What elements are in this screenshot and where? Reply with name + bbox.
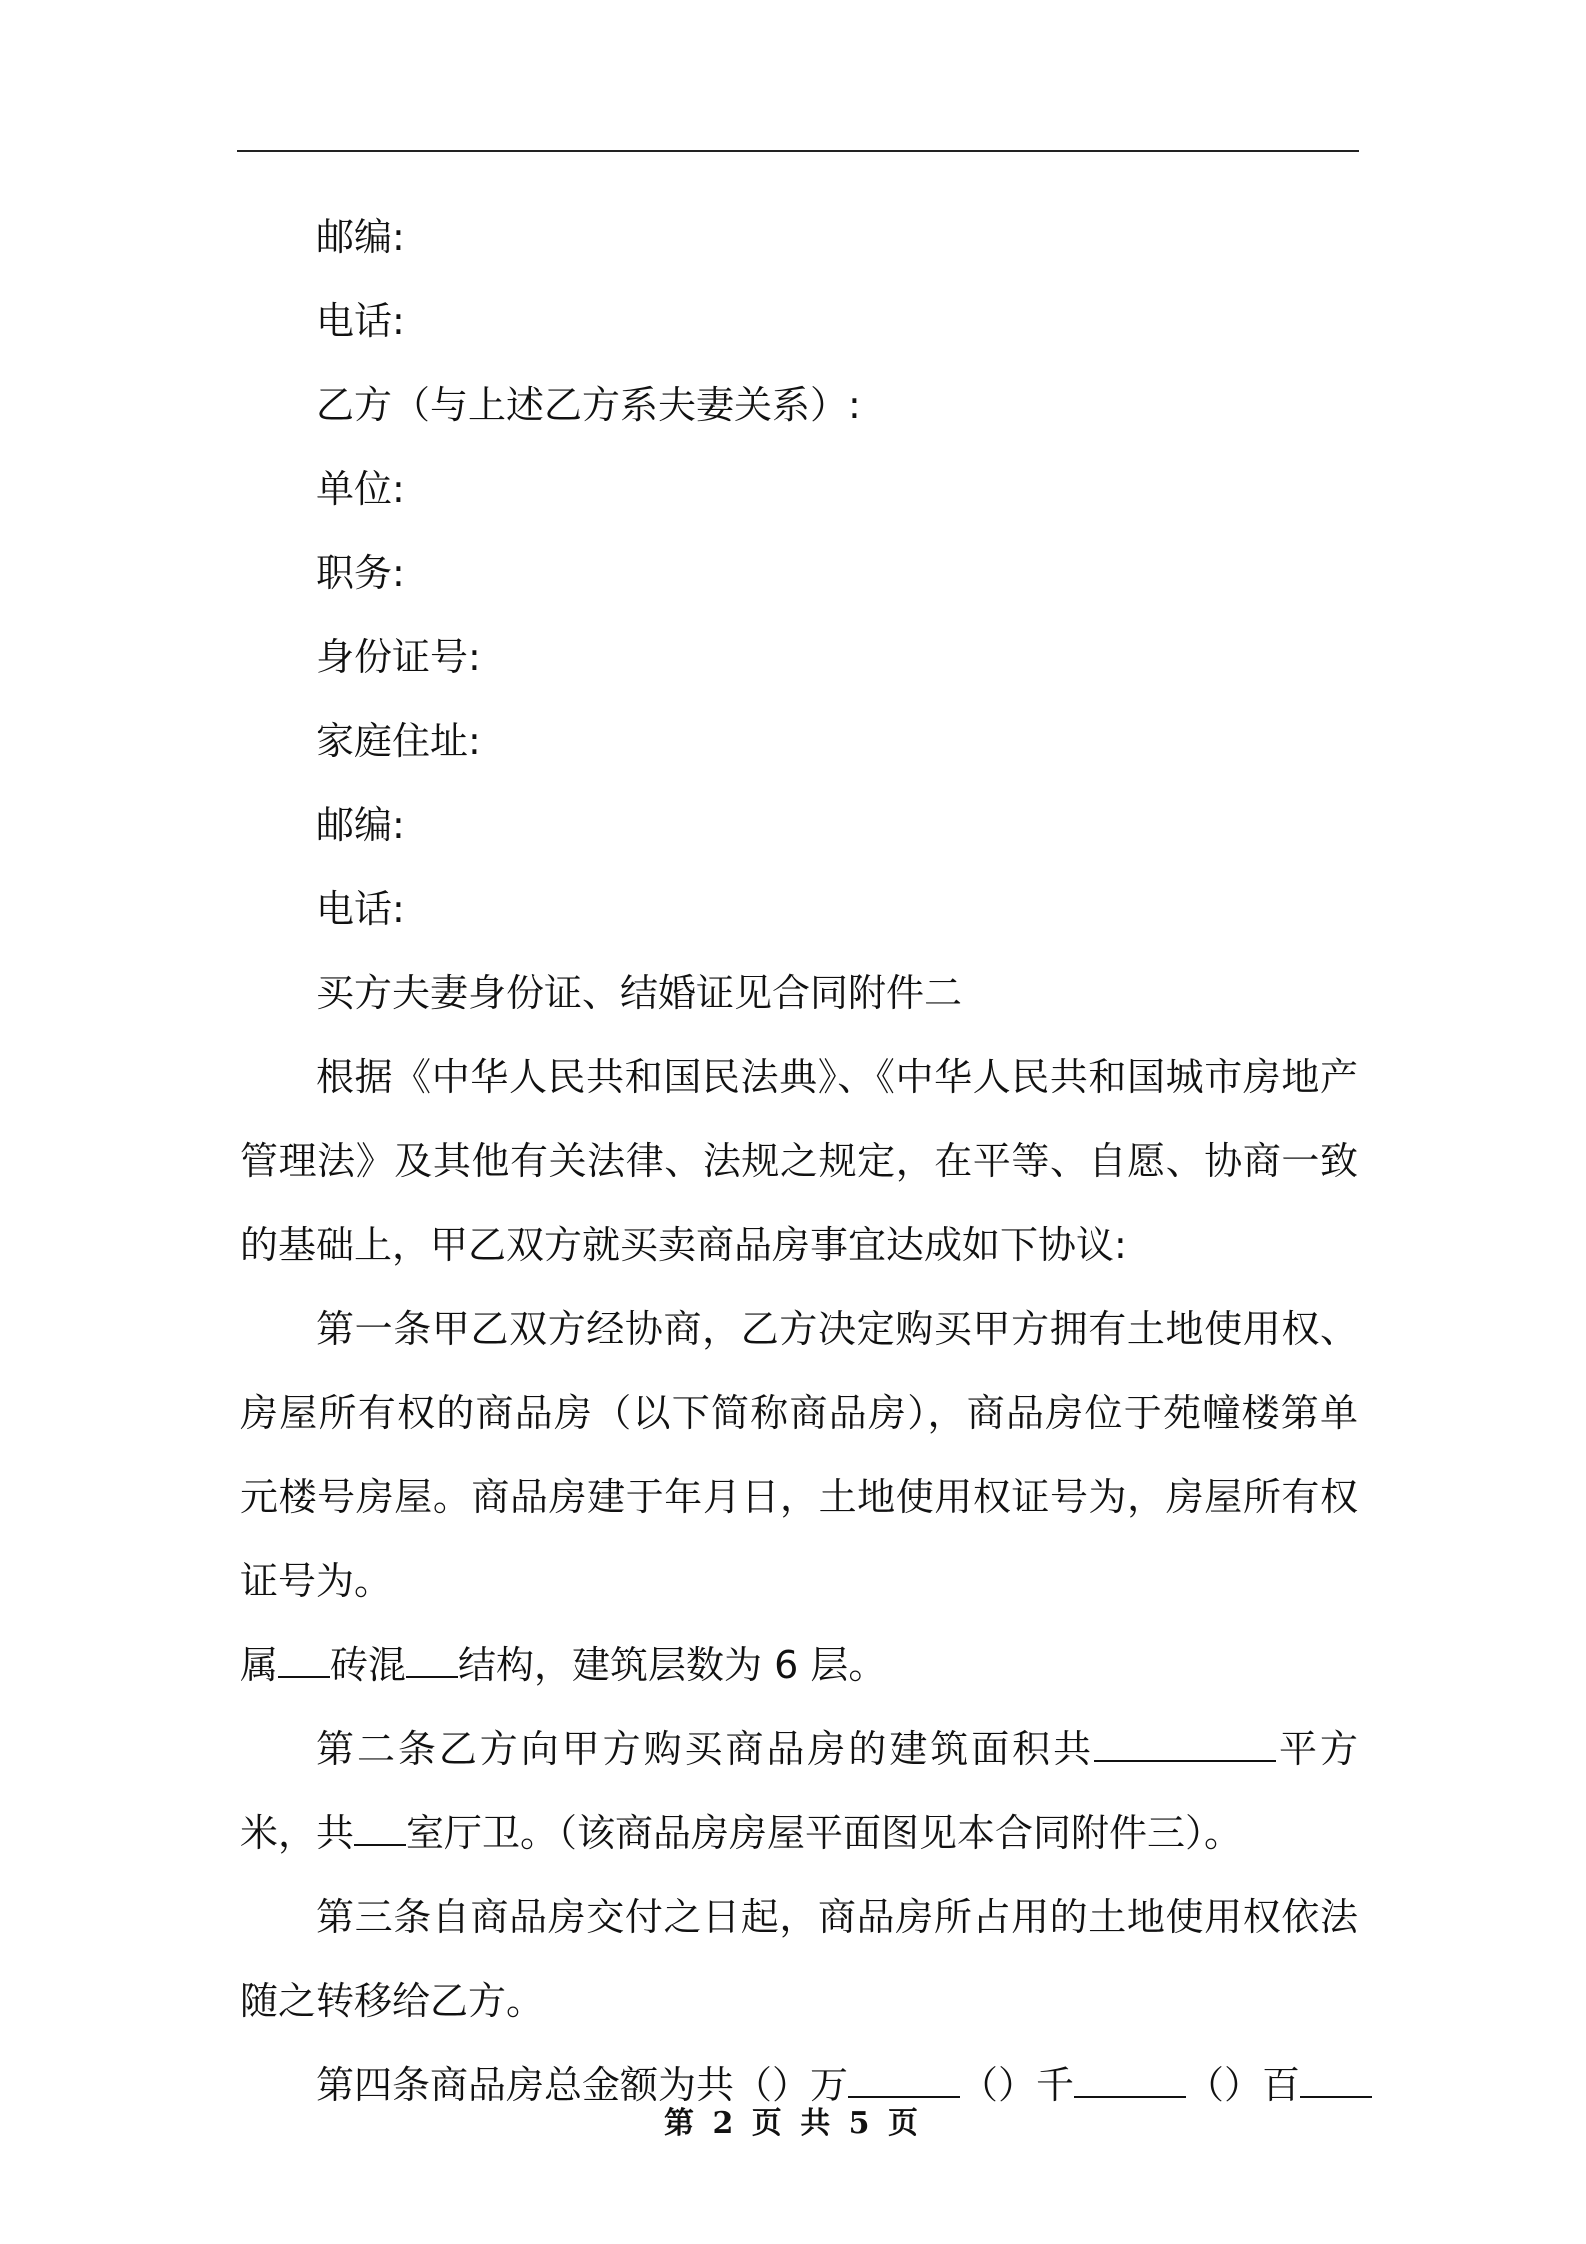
article-4-part-2: （）千 xyxy=(960,2063,1075,2107)
structure-line xyxy=(240,1623,1358,1707)
article-3-paragraph: 第三条自商品房交付之日起，商品房所占用的土地使用权依法随之转移给乙方。 xyxy=(240,1895,1358,2023)
position-field: 职务: xyxy=(316,551,405,595)
hundreds-blank xyxy=(1300,2062,1372,2098)
employer-field: 单位: xyxy=(316,467,405,511)
id-number-field: 身份证号: xyxy=(316,635,481,679)
article-4-part-3: （）百 xyxy=(1186,2063,1301,2107)
article-2-paragraph xyxy=(240,1707,1358,1875)
phone-field-1: 电话: xyxy=(316,299,405,343)
article-2-part-1: 第二条乙方向甲方购买商品房的建筑面积共 xyxy=(316,1727,1095,1771)
party-b-spouse-heading: 乙方（与上述乙方系夫妻关系）: xyxy=(316,383,861,427)
postcode-field-1: 邮编: xyxy=(316,215,405,259)
thousands-blank xyxy=(1074,2062,1186,2098)
postcode-field-2: 邮编: xyxy=(316,803,405,847)
area-blank xyxy=(1094,1726,1276,1762)
article-2-part-2: 平方米，共 xyxy=(240,1727,1358,1855)
document-body xyxy=(240,195,1358,2127)
attachment-note: 买方夫妻身份证、结婚证见合同附件二 xyxy=(316,971,963,1015)
blank-underline xyxy=(406,1642,458,1678)
article-1-paragraph: 第一条甲乙双方经协商，乙方决定购买甲方拥有土地使用权、房屋所有权的商品房（以下简称商品房），商品房位于苑幢楼第单元楼号房屋。商品房建于年月日，土地使用权证号为，房屋所有权证号为。 xyxy=(240,1307,1358,1603)
article-2-part-3: 室厅卫。（该商品房房屋平面图见本合同附件三）。 xyxy=(406,1811,1243,1855)
structure-suffix: 结构，建筑层数为 6 层。 xyxy=(458,1643,887,1687)
blank-underline xyxy=(278,1642,330,1678)
article-4-part-1: 第四条商品房总金额为共（）万 xyxy=(316,2063,849,2107)
header-rule xyxy=(237,150,1359,152)
room-blank xyxy=(354,1810,406,1846)
legal-basis-paragraph: 根据《中华人民共和国民法典》、《中华人民共和国城市房地产管理法》及其他有关法律、法规之规定，在平等、自愿、协商一致的基础上，甲乙双方就买卖商品房事宜达成如下协议: xyxy=(240,1055,1358,1267)
home-address-field: 家庭住址: xyxy=(316,719,481,763)
structure-prefix: 属 xyxy=(240,1643,279,1687)
page-number-footer: 第 2 页 共 5 页 xyxy=(664,2106,922,2141)
structure-type: 砖混 xyxy=(330,1643,407,1687)
ten-thousands-blank xyxy=(848,2062,960,2098)
phone-field-2: 电话: xyxy=(316,887,405,931)
